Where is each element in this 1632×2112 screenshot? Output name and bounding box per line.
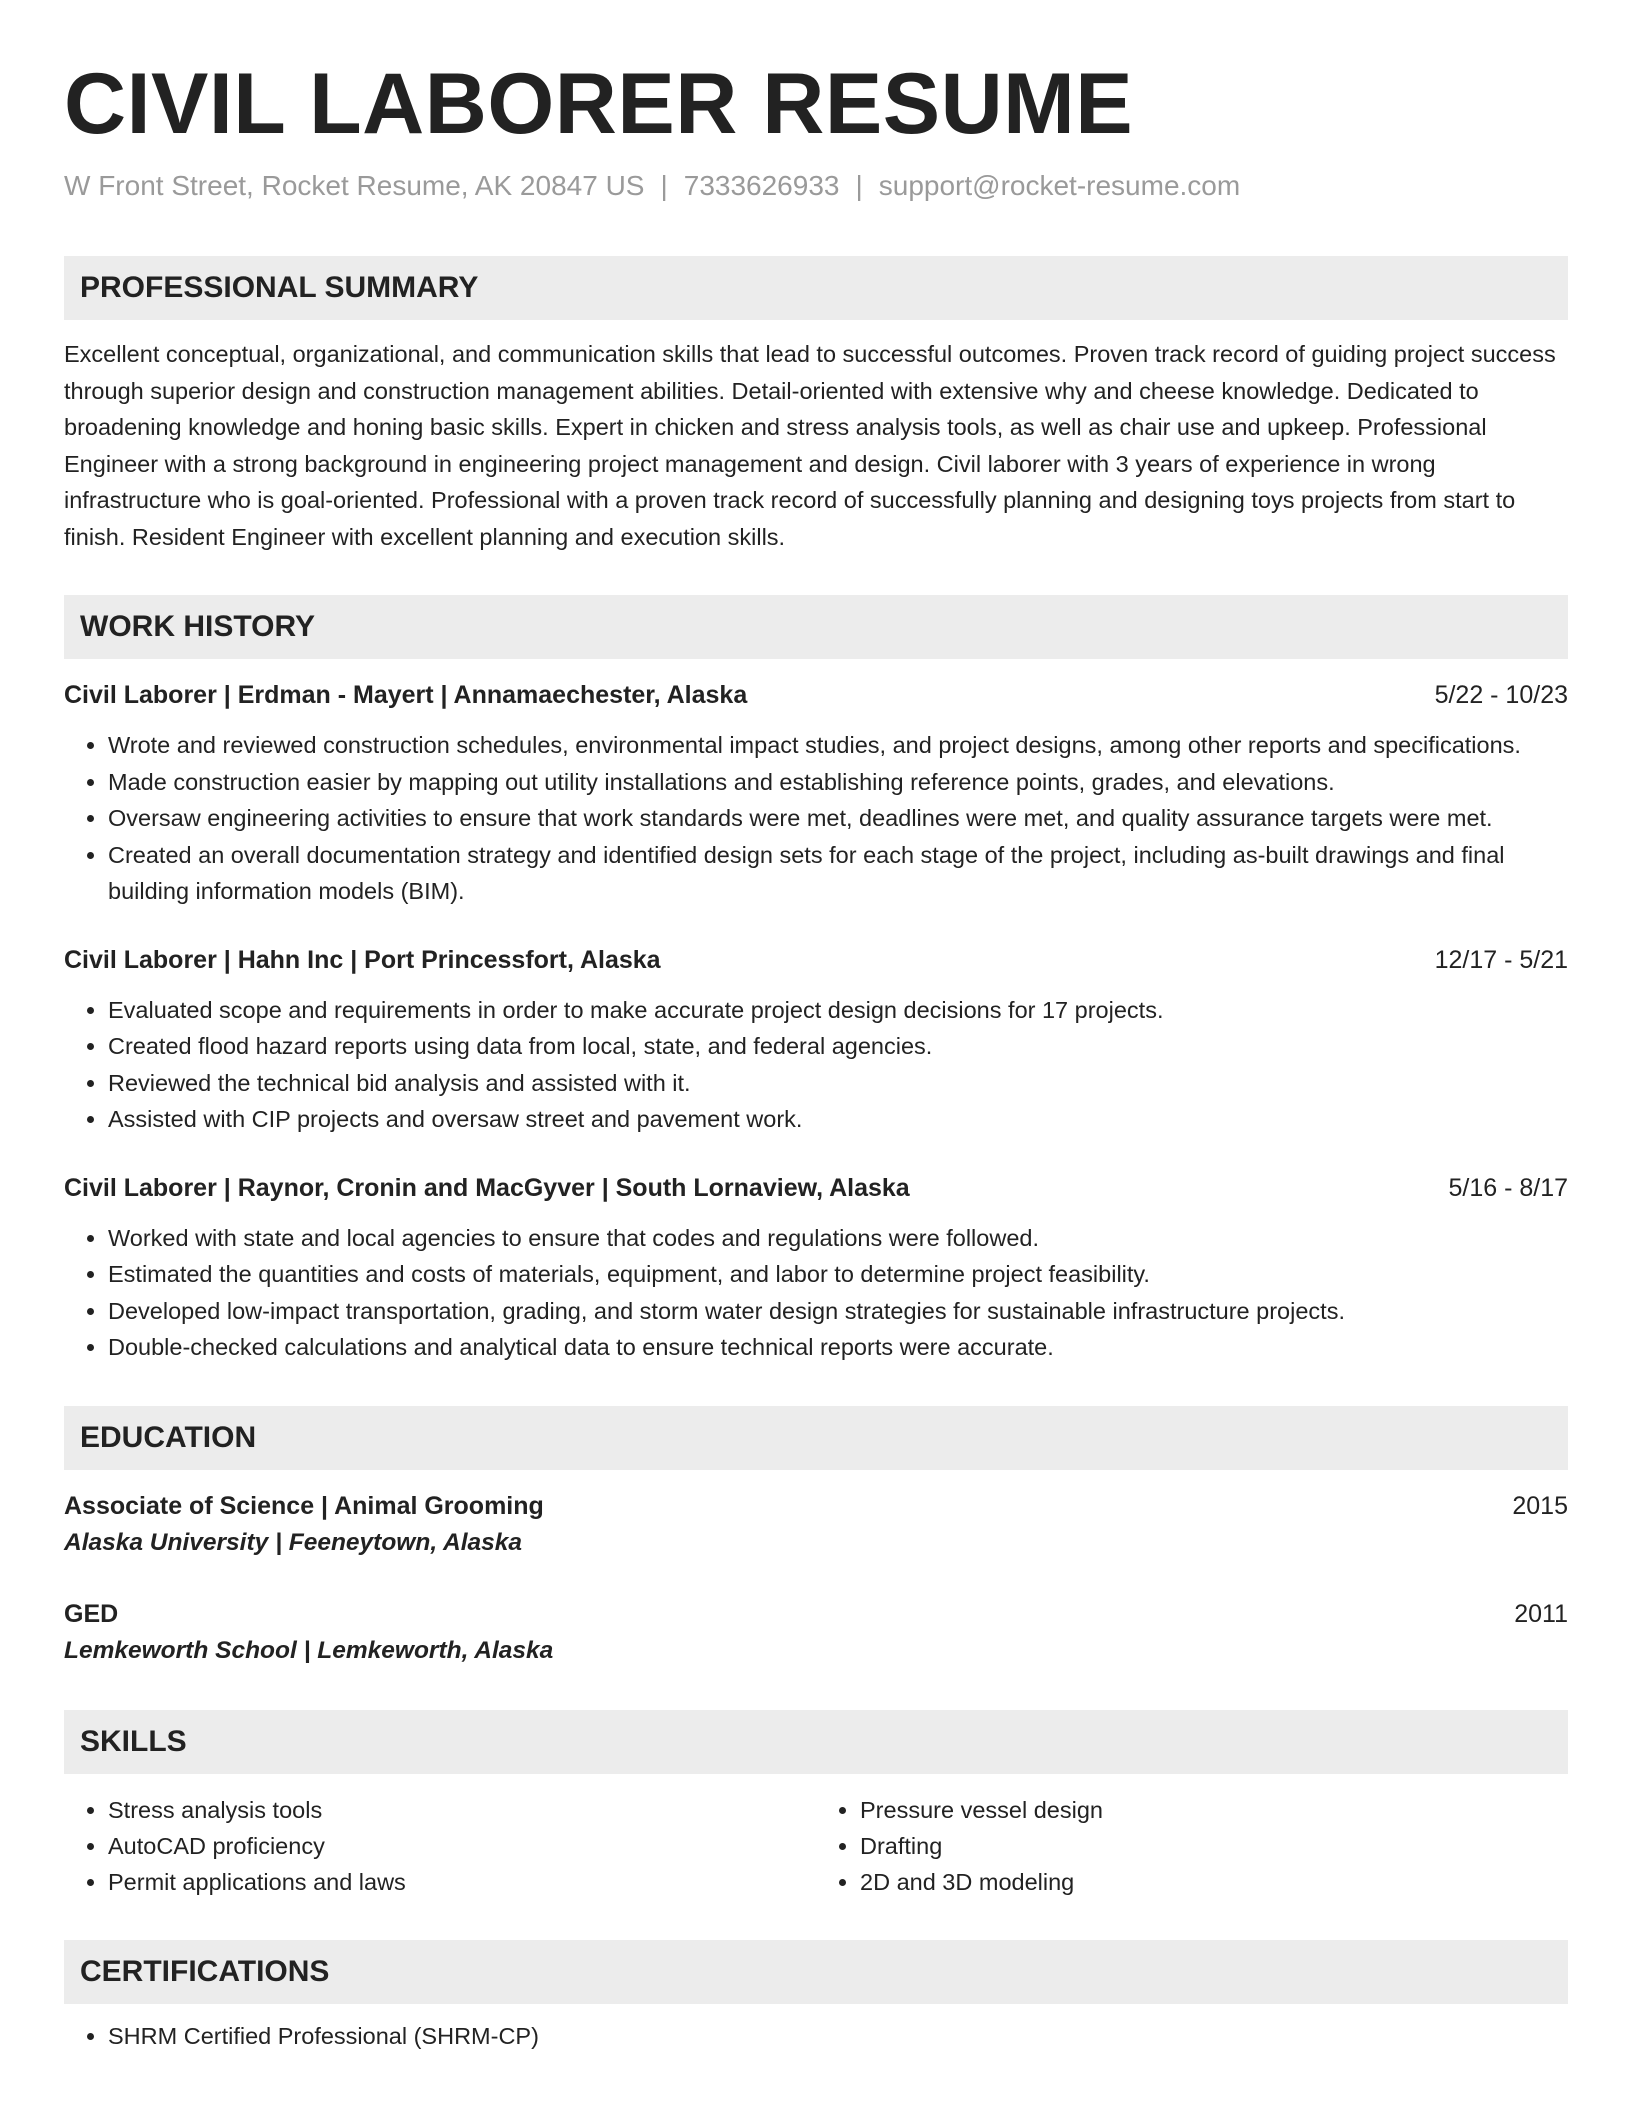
job-bullet: • Reviewed the technical bid analysis and assisted with it. (108, 1065, 1568, 1102)
certifications-list (64, 2018, 1568, 2055)
section-header-certifications: CERTIFICATIONS (64, 1940, 1568, 2004)
contact-line (64, 168, 1568, 204)
job-bullets (64, 1220, 1568, 1366)
skill-item: • Permit applications and laws (108, 1864, 816, 1900)
job-header (64, 677, 1568, 713)
job-bullet: • Estimated the quantities and costs of materials, equipment, and labor to determine project feasibility. (108, 1256, 1568, 1293)
skill-item: • 2D and 3D modeling (860, 1864, 1568, 1900)
contact-address: W Front Street, Rocket Resume, AK 20847 US (64, 170, 645, 201)
skill-item: • Stress analysis tools (108, 1792, 816, 1828)
contact-phone: 7333626933 (683, 170, 840, 201)
job-bullet: • Created flood hazard reports using data from local, state, and federal agencies. (108, 1028, 1568, 1065)
skill-item: • Drafting (860, 1828, 1568, 1864)
job-entry (64, 942, 1568, 1138)
job-header (64, 1170, 1568, 1206)
education-entry (64, 1596, 1568, 1670)
skills-column-left (64, 1792, 816, 1900)
education-school: Lemkeworth School | Lemkeworth, Alaska (64, 1636, 554, 1664)
contact-separator: | (855, 170, 863, 201)
education-header (64, 1596, 1568, 1632)
resume-title: CIVIL LABORER RESUME (64, 56, 1134, 152)
skill-item: • AutoCAD proficiency (108, 1828, 816, 1864)
job-dates: 5/22 - 10/23 (1434, 681, 1568, 709)
skill-item: • Pressure vessel design (860, 1792, 1568, 1828)
certification-item: • SHRM Certified Professional (SHRM-CP) (108, 2018, 1568, 2055)
education-entry (64, 1488, 1568, 1562)
section-header-education: EDUCATION (64, 1406, 1568, 1470)
education-header (64, 1488, 1568, 1524)
job-bullet: • Wrote and reviewed construction schedules, environmental impact studies, and project designs, among other reports and specifications. (108, 727, 1568, 764)
section-header-summary: PROFESSIONAL SUMMARY (64, 256, 1568, 320)
section-header-skills: SKILLS (64, 1710, 1568, 1774)
job-bullet: • Made construction easier by mapping out utility installations and establishing reference points, grades, and elevations. (108, 764, 1568, 801)
education-school: Alaska University | Feeneytown, Alaska (64, 1528, 523, 1556)
job-entry (64, 1170, 1568, 1366)
job-bullet: • Double-checked calculations and analytical data to ensure technical reports were accurate. (108, 1329, 1568, 1366)
job-bullets (64, 727, 1568, 910)
contact-email: support@rocket-resume.com (878, 170, 1241, 201)
summary-text: Excellent conceptual, organizational, and communication skills that lead to successful outcomes. Proven track record of guiding project success through superior design and construction management abilities. Detail-oriented with extensive why and cheese knowledge. Dedicated to broadening knowledge and honing basic skills. Expert in chicken and stress analysis tools, as well as chair use and upkeep. Professional Engineer with a strong background in engineering project management and design. Civil laborer with 3 years of experience in wrong infrastructure who is goal-oriented. Professional with a proven track record of successfully planning and designing toys projects from start to finish. Resident Engineer with excellent planning and execution skills. (64, 341, 1556, 550)
education-degree: GED (64, 1599, 119, 1628)
job-header (64, 942, 1568, 978)
job-bullet: • Assisted with CIP projects and oversaw street and pavement work. (108, 1101, 1568, 1138)
job-bullet: • Worked with state and local agencies to ensure that codes and regulations were followed. (108, 1220, 1568, 1257)
education-year: 2015 (1512, 1491, 1568, 1520)
contact-separator: | (660, 170, 668, 201)
job-bullet: • Oversaw engineering activities to ensure that work standards were met, deadlines were met, and quality assurance targets were met. (108, 800, 1568, 837)
skills-grid (64, 1792, 1568, 1900)
job-entry (64, 677, 1568, 910)
education-year: 2011 (1514, 1599, 1568, 1628)
job-title: Civil Laborer | Hahn Inc | Port Princessfort, Alaska (64, 945, 661, 974)
education-degree: Associate of Science | Animal Grooming (64, 1491, 544, 1520)
job-bullet: • Created an overall documentation strategy and identified design sets for each stage of the project, including as-built drawings and final building information models (BIM). (108, 837, 1568, 910)
skills-column-right (816, 1792, 1568, 1900)
job-bullet: • Developed low-impact transportation, grading, and storm water design strategies for sustainable infrastructure projects. (108, 1293, 1568, 1330)
job-title: Civil Laborer | Raynor, Cronin and MacGyver | South Lornaview, Alaska (64, 1173, 910, 1202)
section-header-work: WORK HISTORY (64, 595, 1568, 659)
job-dates: 12/17 - 5/21 (1434, 945, 1568, 974)
job-title: Civil Laborer | Erdman - Mayert | Annamaechester, Alaska (64, 681, 748, 709)
job-bullet: • Evaluated scope and requirements in order to make accurate project design decisions for 17 projects. (108, 992, 1568, 1029)
job-bullets (64, 992, 1568, 1138)
job-dates: 5/16 - 8/17 (1448, 1173, 1568, 1202)
